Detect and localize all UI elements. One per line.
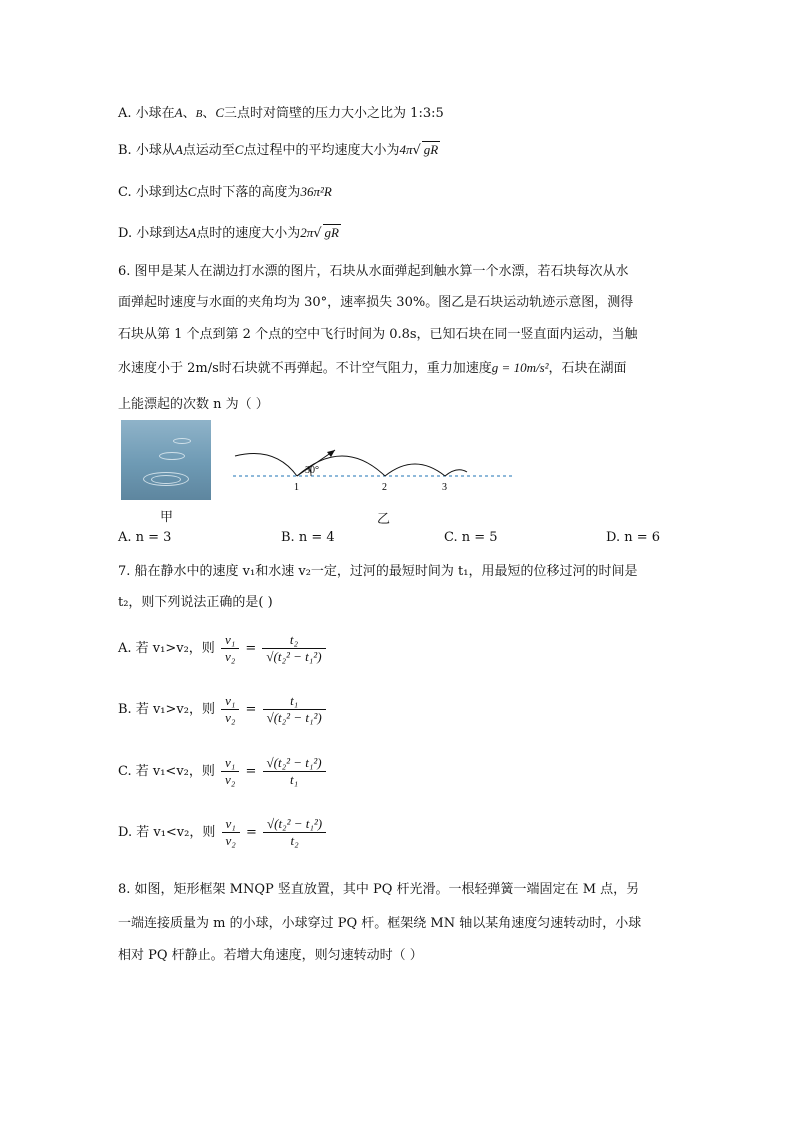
q8-line-3: 相对 PQ 杆静止。若增大角速度，则匀速转动时（ ） (118, 948, 423, 963)
point-label-2: 2 (382, 482, 387, 493)
q6-line-1: 6. 图甲是某人在湖边打水漂的图片，石块从水面弹起到触水算一个水漂，若石块每次从水 (118, 264, 629, 279)
point-label-3: 3 (442, 482, 447, 493)
point-label-1: 1 (294, 482, 299, 493)
q6-line-4: 水速度小于 2m/s时石块就不再弹起。不计空气阻力，重力加速度g = 10m/s²，石块在湖面 (118, 360, 627, 376)
q8-line-1: 8. 如图，矩形框架 MNQP 竖直放置，其中 PQ 杆光滑。一根轻弹簧一端固定在 M 点，另 (118, 882, 640, 897)
q6-choice-a: A. n = 3 (118, 530, 172, 545)
q7-line-1: 7. 船在静水中的速度 v₁和水速 v₂一定，过河的最短时间为 t₁，用最短的位移过河的时间是 (118, 564, 638, 579)
incoming-arc (235, 454, 297, 477)
q6-line-2: 面弹起时速度与水面的夹角均为 30°，速率损失 30%。图乙是石块运动轨迹示意图，测得 (118, 295, 634, 310)
q6-choice-d: D. n = 6 (606, 530, 661, 545)
arc-3-end (445, 470, 467, 476)
velocity-arrowhead (327, 450, 335, 457)
q5-option-c: C. 小球到达C点时下落的高度为36π²R (118, 184, 332, 200)
q5-option-b: B. 小球从A点运动至C点过程中的平均速度大小为4π√ gR (118, 142, 439, 158)
q6-line-3: 石块从第 1 个点到第 2 个点的空中飞行时间为 0.8s，已知石块在同一竖直面内运动，当触 (118, 327, 638, 342)
trajectory-diagram (225, 438, 525, 498)
q6-choice-b: B. n = 4 (281, 530, 335, 545)
q6-choice-c: C. n = 5 (444, 530, 498, 545)
stone-skipping-photo (121, 420, 211, 500)
q6-choices (118, 530, 678, 550)
q8-line-2: 一端连接质量为 m 的小球，小球穿过 PQ 杆。框架绕 MN 轴以某角速度匀速转动时，小球 (118, 916, 642, 931)
figure-jia-label: 甲 (160, 510, 174, 525)
q7-option-a: A. 若 v₁>v₂，则 $\frac{\text{v₁}}{\text{v₂}}$ = $\frac{\text{t₂}}{\text{√(t₂² − t₁²)}}$ (118, 632, 328, 666)
arc-2-3 (385, 464, 445, 476)
angle-label: 30° (305, 465, 319, 476)
q7-option-c: C. 若 v₁<v₂，则 $\frac{\text{v₁}}{\text{v₂}}$ = $\frac{\text{√(t₂² − t₁²)}}{\text{t₁}}$ (118, 755, 328, 789)
q5-option-a: A. 小球在A、B、C三点时对筒壁的压力大小之比为 1:3:5 (118, 105, 444, 121)
q6-line-5: 上能漂起的次数 n 为（ ） (118, 397, 269, 412)
q5-option-d: D. 小球到达A点时的速度大小为2π√ gR (118, 225, 339, 241)
q7-option-b: B. 若 v₁>v₂，则 $\frac{\text{v₁}}{\text{v₂}}$ = $\frac{\text{t₁}}{\text{√(t₂² − t₁²)}}$ (118, 693, 328, 727)
figure-yi-label: 乙 (377, 512, 391, 527)
q7-option-d: D. 若 v₁<v₂，则 $\frac{\text{v₁}}{\text{v₂}}$ = $\frac{\text{√(t₂² − t₁²)}}{\text{t₂}}$ (118, 816, 328, 850)
q7-line-2: t₂，则下列说法正确的是( ) (118, 595, 273, 610)
